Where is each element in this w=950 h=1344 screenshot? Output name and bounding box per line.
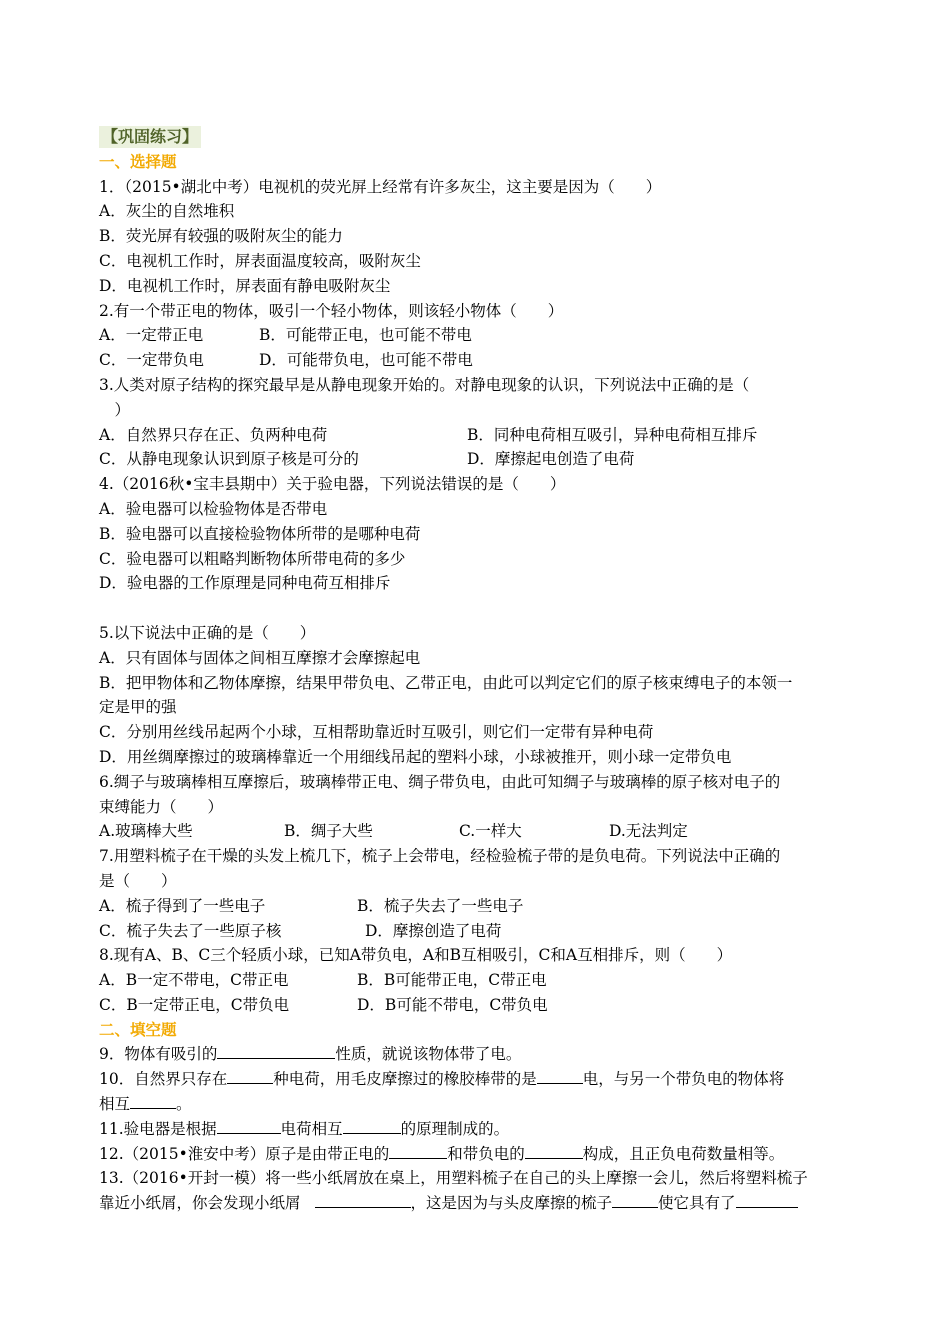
q6-stem: 6.绸子与玻璃棒相互摩擦后，玻璃棒带正电、绸子带负电，由此可知绸子与玻璃棒的原子核对电子的	[99, 772, 781, 791]
q10-blank-3[interactable]	[130, 1092, 176, 1109]
q11-text-1: 11.验电器是根据	[99, 1119, 217, 1138]
q11-blank-1[interactable]	[217, 1117, 281, 1134]
q5-option-b-continued: 定是甲的强	[99, 698, 177, 717]
q8-option-d: D．B可能不带电，C带负电	[357, 995, 548, 1014]
q10-blank-2[interactable]	[537, 1067, 583, 1084]
q7-options-row-2	[99, 919, 851, 944]
q11-text-2: 电荷相互	[280, 1119, 343, 1138]
q10-text-5: 。	[176, 1095, 192, 1114]
q13-line-2	[99, 1191, 851, 1216]
q6-options-row	[99, 819, 851, 844]
q8-options-row-1	[99, 968, 851, 993]
section-fill-heading: 二、填空题	[99, 1020, 177, 1039]
q7-option-b: B．梳子失去了一些电子	[357, 896, 524, 915]
q2-option-d: D．可能带负电，也可能不带电	[259, 351, 473, 370]
q1-option-a: A．灰尘的自然堆积	[99, 202, 235, 221]
q2-option-c: C．一定带负电	[99, 351, 204, 370]
q9-text-2: 性质，就说该物体带了电。	[335, 1045, 522, 1064]
q6-option-a: A.玻璃棒大些	[99, 822, 193, 841]
q12-line	[99, 1142, 851, 1167]
q8-option-c: C．B一定带正电，C带负电	[99, 995, 290, 1014]
q1-option-b: B．荧光屏有较强的吸附灰尘的能力	[99, 227, 343, 246]
q13-text-3: ，这是因为与头皮摩擦的梳子	[410, 1194, 613, 1213]
q11-blank-2[interactable]	[343, 1117, 401, 1134]
q10-text-4: 相互	[99, 1095, 131, 1114]
q4-option-d: D．验电器的工作原理是同种电荷互相排斥	[99, 574, 391, 593]
q12-text-2: 和带负电的	[447, 1144, 525, 1163]
q3-option-d: D．摩擦起电创造了电荷	[467, 450, 635, 469]
q13-text-4: 使它具有了	[658, 1194, 736, 1213]
q10-line-2	[99, 1092, 851, 1117]
q10-text-3: 电，与另一个带负电的物体将	[582, 1070, 785, 1089]
q7-option-c: C．梳子失去了一些原子核	[99, 921, 282, 940]
section-choice-heading: 一、选择题	[99, 152, 177, 171]
q5-option-b: B．把甲物体和乙物体摩擦，结果甲带负电、乙带正电，由此可以判定它们的原子核束缚电子的本领一	[99, 673, 793, 692]
q13-blank-3[interactable]	[736, 1191, 798, 1208]
q2-options-row-1	[99, 323, 851, 348]
q4-stem: 4.（2016秋•宝丰县期中）关于验电器，下列说法错误的是（ ）	[99, 475, 566, 494]
q6-option-d: D.无法判定	[609, 822, 688, 841]
q8-option-b: B．B可能带正电，C带正电	[357, 971, 547, 990]
blank-gap	[99, 596, 851, 621]
q4-option-a: A．验电器可以检验物体是否带电	[99, 499, 328, 518]
q12-text-3: 构成，且正负电荷数量相等。	[582, 1144, 785, 1163]
q5-option-a: A．只有固体与固体之间相互摩擦才会摩擦起电	[99, 648, 421, 667]
q11-text-3: 的原理制成的。	[400, 1119, 510, 1138]
q3-stem: 3.人类对原子结构的探究最早是从静电现象开始的。对静电现象的认识，下列说法中正确的是（	[99, 375, 750, 394]
q3-option-c: C．从静电现象认识到原子核是可分的	[99, 450, 359, 469]
q2-option-b: B．可能带正电，也可能不带电	[259, 326, 472, 345]
q13-blank-1[interactable]	[315, 1191, 411, 1208]
section-choice-row	[99, 150, 851, 175]
q10-text-2: 种电荷，用毛皮摩擦过的橡胶棒带的是	[273, 1070, 537, 1089]
q2-stem: 2.有一个带正电的物体，吸引一个轻小物体，则该轻小物体（ ）	[99, 301, 564, 320]
q3-options-row-1	[99, 423, 851, 448]
q12-text-1: 12.（2015•淮安中考）原子是由带正电的	[99, 1144, 390, 1163]
q10-line-1	[99, 1067, 851, 1092]
q7-stem-continued: 是（ ）	[99, 871, 177, 890]
q8-options-row-2	[99, 993, 851, 1018]
document-content	[99, 125, 851, 1216]
q1-stem: 1．（2015•湖北中考）电视机的荧光屏上经常有许多灰尘，这主要是因为（ ）	[99, 177, 662, 196]
q9-answer-blank[interactable]	[217, 1042, 335, 1059]
q2-options-row-2	[99, 348, 851, 373]
q6-stem-continued: 束缚能力（ ）	[99, 797, 224, 816]
exercise-banner-row	[99, 125, 851, 150]
q13-blank-2[interactable]	[612, 1191, 658, 1208]
q4-option-b: B．验电器可以直接检验物体所带的是哪种电荷	[99, 524, 421, 543]
section-fill-row	[99, 1018, 851, 1043]
exercise-banner: 【巩固练习】	[99, 126, 201, 148]
q3-option-b: B．同种电荷相互吸引，异种电荷相互排斥	[467, 425, 758, 444]
q13-text-2: 靠近小纸屑，你会发现小纸屑	[99, 1194, 301, 1213]
q13-line-1: 13.（2016•开封一模）将一些小纸屑放在桌上，用塑料梳子在自己的头上摩擦一会儿，然后将塑料梳子	[99, 1169, 808, 1188]
q1-option-d: D．电视机工作时，屏表面有静电吸附灰尘	[99, 276, 391, 295]
q4-option-c: C．验电器可以粗略判断物体所带电荷的多少	[99, 549, 406, 568]
q1-option-c: C．电视机工作时，屏表面温度较高，吸附灰尘	[99, 251, 421, 270]
q7-options-row-1	[99, 894, 851, 919]
q9-line	[99, 1042, 851, 1067]
q11-line	[99, 1117, 851, 1142]
q10-text-1: 10．自然界只存在	[99, 1070, 228, 1089]
q3-stem-continued: ）	[99, 400, 131, 419]
q8-option-a: A．B一定不带电，C带正电	[99, 971, 289, 990]
q7-stem: 7.用塑料梳子在干燥的头发上梳几下，梳子上会带电，经检验梳子带的是负电荷。下列说法中正确的	[99, 847, 781, 866]
q10-blank-1[interactable]	[227, 1067, 273, 1084]
q6-option-b: B．绸子大些	[284, 822, 373, 841]
q12-blank-1[interactable]	[389, 1142, 447, 1159]
q5-option-d: D．用丝绸摩擦过的玻璃棒靠近一个用细线吊起的塑料小球，小球被推开，则小球一定带负电	[99, 747, 732, 766]
q5-option-c: C．分别用丝线吊起两个小球，互相帮助靠近时互吸引，则它们一定带有异种电荷	[99, 723, 654, 742]
q7-option-d: D．摩擦创造了电荷	[365, 921, 502, 940]
q3-options-row-2	[99, 447, 851, 472]
q8-stem: 8.现有A、B、C三个轻质小球，已知A带负电，A和B互相吸引，C和A互相排斥，则（ ）	[99, 946, 733, 965]
q2-option-a: A．一定带正电	[99, 326, 204, 345]
q5-stem: 5.以下说法中正确的是（ ）	[99, 623, 316, 642]
q7-option-a: A．梳子得到了一些电子	[99, 896, 266, 915]
q6-option-c: C.一样大	[459, 822, 522, 841]
q3-option-a: A．自然界只存在正、负两种电荷	[99, 425, 328, 444]
q9-text-1: 9．物体有吸引的	[99, 1045, 218, 1064]
q12-blank-2[interactable]	[525, 1142, 583, 1159]
